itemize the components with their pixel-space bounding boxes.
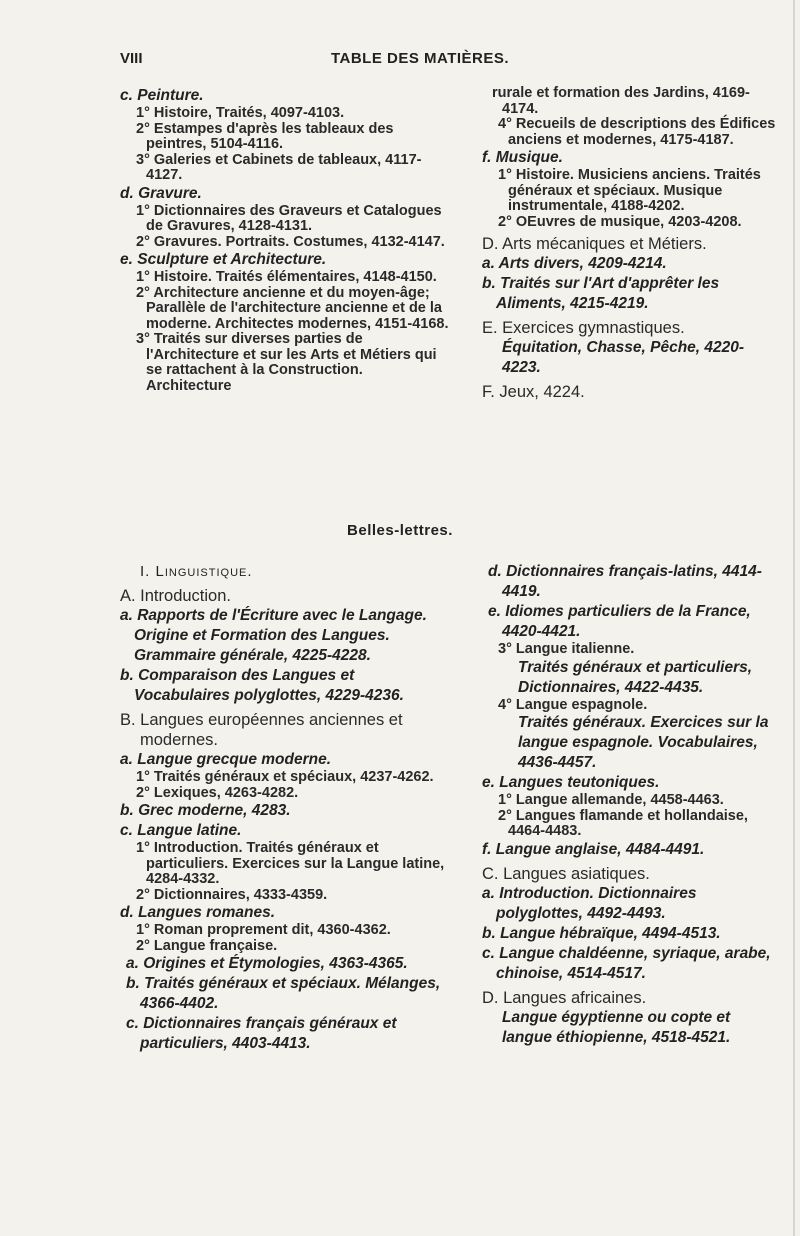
toc-entry: d. Langues romanes.: [120, 904, 276, 921]
top-left-column: [120, 86, 450, 394]
toc-entry: 1° Roman proprement dit, 4360-4362.: [136, 922, 391, 938]
toc-entry: B. Langues européennes anciennes et modernes.: [120, 711, 403, 749]
toc-entry: C. Langues asiatiques.: [482, 864, 650, 883]
toc-entry: E. Exercices gymnastiques.: [482, 319, 685, 337]
toc-entry: A. Introduction.: [120, 587, 231, 605]
toc-entry: e. Sculpture et Architecture.: [120, 251, 327, 268]
toc-entry: F. Jeux, 4224.: [482, 383, 585, 401]
page-number: VIII: [120, 50, 143, 67]
toc-entry: 1° Dictionnaires des Graveurs et Catalogues de Gravures, 4128-4131.: [136, 202, 442, 234]
toc-entry: b. Grec moderne, 4283.: [120, 802, 291, 819]
toc-entry: 2° Gravures. Portraits. Costumes, 4132-4147.: [136, 233, 445, 250]
toc-entry: c. Dictionnaires français généraux et particuliers, 4403-4413.: [126, 1015, 397, 1052]
toc-entry: c. Peinture.: [120, 87, 204, 104]
toc-entry: Équitation, Chasse, Pêche, 4220-4223.: [502, 339, 745, 376]
toc-entry: 2° Lexiques, 4263-4282.: [136, 784, 299, 801]
toc-entry: D. Arts mécaniques et Métiers.: [482, 235, 707, 253]
page-edge-shadow: [793, 0, 795, 1236]
toc-entry: 4° Recueils de descriptions des Édifices anciens et modernes, 4175-4187.: [498, 116, 776, 148]
toc-entry: 2° OEuvres de musique, 4203-4208.: [498, 213, 742, 230]
toc-entry: 2° Dictionnaires, 4333-4359.: [136, 886, 328, 903]
toc-entry: 2° Estampes d'après les tableaux des peintres, 5104-4116.: [136, 120, 394, 152]
toc-entry: c. Langue chaldéenne, syriaque, arabe, chinoise, 4514-4517.: [482, 944, 771, 982]
toc-entry: Langue égyptienne ou copte et langue éthiopienne, 4518-4521.: [502, 1008, 731, 1046]
toc-entry: b. Comparaison des Langues et Vocabulaires polyglottes, 4229-4236.: [120, 667, 404, 704]
toc-entry: b. Traités généraux et spéciaux. Mélanges, 4366-4402.: [126, 975, 441, 1012]
toc-entry: 3° Langue italienne.: [498, 641, 635, 657]
toc-entry: b. Traités sur l'Art d'apprêter les Aliments, 4215-4219.: [482, 275, 720, 312]
toc-entry: 1° Traités généraux et spéciaux, 4237-4262.: [136, 769, 434, 785]
toc-entry: Traités généraux. Exercices sur la langue espagnole. Vocabulaires, 4436-4457.: [518, 714, 769, 771]
toc-entry: 2° Langue française.: [136, 937, 278, 954]
toc-entry: 2° Architecture ancienne et du moyen-âge; Parallèle de l'architecture ancienne et de la moderne. Architectes modernes, 4151-4168.: [136, 284, 449, 332]
top-right-column: [482, 86, 778, 402]
toc-entry: b. Langue hébraïque, 4494-4513.: [482, 924, 721, 942]
page-header: [120, 50, 720, 74]
toc-entry: e. Idiomes particuliers de la France, 4420-4421.: [488, 603, 751, 640]
toc-entry: a. Rapports de l'Écriture avec le Langage. Origine et Formation des Langues. Grammaire générale, 4225-4228.: [120, 607, 427, 664]
toc-entry: rurale et formation des Jardins, 4169-4174.: [492, 85, 750, 117]
toc-entry: 2° Langues flamande et hollandaise, 4464-4483.: [498, 807, 748, 839]
bottom-right-column: [482, 562, 778, 1048]
toc-entry: d. Dictionnaires français-latins, 4414-4419.: [488, 563, 762, 600]
bottom-left-column: [120, 562, 450, 1054]
toc-entry: D. Langues africaines.: [482, 988, 647, 1007]
toc-entry: 1° Histoire. Traités élémentaires, 4148-4150.: [136, 269, 437, 285]
toc-entry: 4° Langue espagnole.: [498, 696, 648, 713]
toc-entry: Traités généraux et particuliers, Dictionnaires, 4422-4435.: [518, 658, 753, 696]
toc-entry: 1° Introduction. Traités généraux et particuliers. Exercices sur la Langue latine, 4284-4332.: [136, 840, 445, 887]
toc-entry: f. Musique.: [482, 149, 563, 166]
toc-entry: 3° Galeries et Cabinets de tableaux, 4117-4127.: [136, 151, 422, 183]
toc-entry: d. Gravure.: [120, 184, 202, 202]
toc-entry: 3° Traités sur diverses parties de l'Architecture et sur les Arts et Métiers qui se rattachent à la Construction. Architecture: [136, 331, 437, 394]
toc-entry: a. Introduction. Dictionnaires polyglottes, 4492-4493.: [482, 884, 697, 922]
toc-entry: a. Origines et Étymologies, 4363-4365.: [126, 955, 408, 972]
toc-entry: a. Arts divers, 4209-4214.: [482, 255, 667, 272]
toc-entry: a. Langue grecque moderne.: [120, 751, 332, 768]
toc-entry: 1° Histoire, Traités, 4097-4103.: [136, 105, 345, 121]
toc-entry: c. Langue latine.: [120, 822, 242, 839]
toc-entry: 1° Histoire. Musiciens anciens. Traités généraux et spéciaux. Musique instrumentale, 4188-4202.: [498, 167, 761, 214]
toc-entry: I. Linguistique.: [140, 563, 253, 580]
page-title: TABLE DES MATIÈRES.: [330, 50, 510, 67]
toc-entry: 1° Langue allemande, 4458-4463.: [498, 792, 724, 808]
toc-entry: e. Langues teutoniques.: [482, 774, 660, 791]
section-heading: Belles-lettres.: [347, 522, 453, 539]
toc-entry: f. Langue anglaise, 4484-4491.: [482, 840, 705, 858]
